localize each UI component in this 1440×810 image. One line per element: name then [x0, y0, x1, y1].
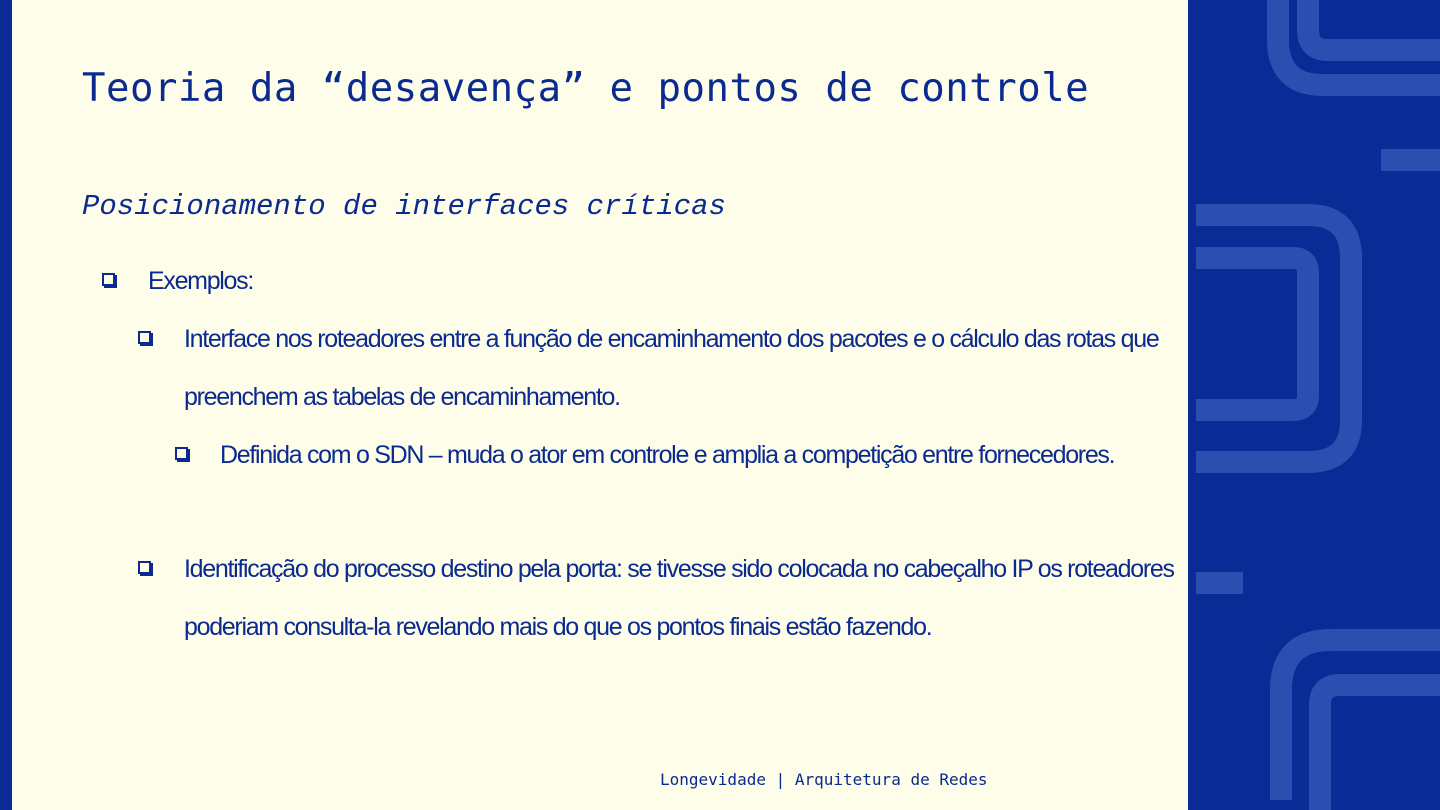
slide-footer: Longevidade | Arquitetura de Redes [660, 770, 988, 789]
bullet-item [102, 252, 1048, 310]
slide-subtitle: Posicionamento de interfaces críticas [82, 190, 726, 223]
left-accent-bar [0, 0, 12, 810]
bullet-item [175, 426, 1130, 484]
decorative-rounded-shapes [1188, 0, 1440, 810]
bullet-text: Definida com o SDN – muda o ator em controle e amplia a competição entre fornecedores. [220, 441, 1115, 469]
bullet-item [138, 540, 1184, 656]
bullet-text: Exemplos: [148, 267, 254, 295]
square-bullet-icon [102, 273, 115, 286]
bullet-list [12, 0, 1188, 810]
slide-title: Teoria da “desavença” e pontos de controle [82, 66, 1090, 111]
bullet-text: Identificação do processo destino pela porta: se tivesse sido colocada no cabeçalho IP os roteadores poderiam consulta-la revelando mais do que os pontos finais estão fazendo. [184, 555, 1174, 641]
square-bullet-icon [138, 331, 151, 344]
decorative-side-panel [1188, 0, 1440, 810]
bullet-item [138, 310, 1184, 426]
slide-content [12, 0, 1188, 810]
square-bullet-icon [175, 447, 188, 460]
square-bullet-icon [138, 561, 151, 574]
bullet-text: Interface nos roteadores entre a função de encaminhamento dos pacotes e o cálculo das rotas que preenchem as tabelas de encaminhamento. [184, 325, 1159, 411]
